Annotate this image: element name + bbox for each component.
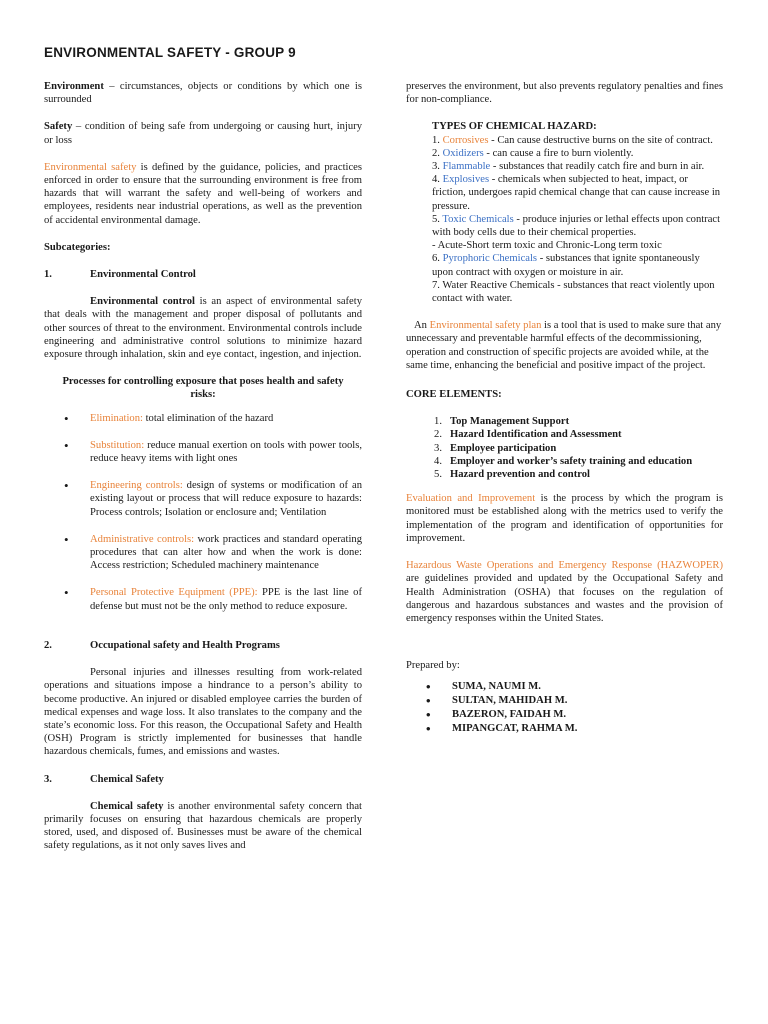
list-item — [432, 173, 723, 213]
definition-environment — [44, 80, 362, 106]
hazard-list — [432, 134, 723, 306]
item-text: - substances that ignite spontaneously upon contract with oxygen or moisture in air. — [432, 253, 700, 278]
controls-list — [44, 412, 362, 613]
core-elements-list — [406, 415, 723, 481]
item-text: - chemicals when subjected to heat, impact, or friction, undergoes rapid chemical change that can cause increase in pressure. — [432, 174, 721, 212]
term: Evaluation and Improvement — [406, 493, 536, 505]
section-title: Occupational safety and Health Programs — [90, 639, 280, 651]
prepared-by-label: Prepared by: — [406, 660, 460, 672]
item-term: Administrative controls: — [90, 533, 195, 545]
list-item: • SULTAN, MAHIDAH M. — [406, 694, 723, 708]
section-title: Chemical Safety — [90, 773, 164, 785]
item-term: Toxic Chemicals — [442, 213, 514, 225]
section-title: Environmental Control — [90, 269, 196, 281]
item-label: Hazard prevention and control — [450, 469, 590, 481]
item-text: design of systems or modification of an existing layout or process that will reduce exposure to hazards: Process controls; Isolation or enclosure and; Ventilation — [90, 480, 362, 518]
list-item — [44, 439, 362, 465]
item-number: 5. — [432, 213, 443, 225]
paragraph-text: are guidelines provided and updated by the Occupational Safety and Health Administration (OSHA) that focuses on the regulation of dangerous and hazardous substances and wastes and the provision of emergency responses within the United States. — [406, 573, 723, 624]
definition-text: is defined by the guidance, policies, and practices enforced in order to ensure that the surrounding environment is free from hazards that will warrant the safety and well-being of workers and employees, residents near industrial operations, as well as the prevention of accidental environmental damage. — [44, 161, 362, 226]
hazwoper-paragraph — [406, 559, 723, 625]
section-heading-environmental-control — [44, 268, 362, 281]
list-item — [432, 252, 723, 278]
list-item — [406, 428, 723, 441]
core-elements-heading: CORE ELEMENTS: — [406, 389, 502, 401]
list-item — [432, 147, 723, 160]
item-term: Corrosives — [442, 134, 489, 146]
item-term: Substitution: — [90, 439, 145, 451]
safety-plan-paragraph — [406, 319, 723, 372]
section-number: 1. — [44, 269, 52, 281]
paragraph-text: is another environmental safety concern that primarily focuses on ensuring that hazardous chemicals are properly stored, used, and disposed of. Businesses must be aware of the chemical safety regulations, as it not only saves lives and — [44, 800, 362, 852]
definition-environmental-safety — [44, 161, 362, 227]
item-text: total elimination of the hazard — [142, 412, 274, 424]
item-number: 4. — [434, 455, 442, 467]
item-term: Engineering controls: — [90, 480, 183, 492]
term: Environment — [44, 81, 104, 92]
item-term: Flammable — [442, 161, 491, 173]
left-column — [44, 80, 362, 853]
paragraph-prefix: An — [414, 320, 430, 332]
item-text: 7. Water Reactive Chemicals - substances that react violently upon contact with water. — [432, 279, 715, 305]
item-label: Employee participation — [450, 442, 557, 454]
item-number: 1. — [434, 416, 442, 428]
types-heading: TYPES OF CHEMICAL HAZARD: — [432, 121, 597, 133]
item-term: Oxidizers — [442, 147, 484, 159]
item-number: 5. — [434, 469, 442, 481]
definition-text: – condition of being safe from undergoing or causing hurt, injury or loss — [44, 121, 362, 146]
item-number: 6. — [432, 253, 443, 265]
list-item — [406, 455, 723, 468]
list-item — [406, 468, 723, 481]
definition-text: – circumstances, objects or conditions by which one is surrounded — [44, 81, 362, 106]
item-text: - can cause a fire to burn violently. — [483, 147, 634, 159]
item-term: Pyrophoric Chemicals — [442, 253, 538, 265]
item-term: Personal Protective Equipment (PPE): — [90, 587, 258, 599]
paragraph-text: is the process by which the program is monitored must be established along with the metrics used to verify the implementation of the program and identification of opportunities for improvement. — [406, 493, 723, 544]
chemical-hazard-section — [406, 120, 723, 305]
item-number: 4. — [432, 174, 443, 186]
list-item: • MIPANGCAT, RAHMA M. — [406, 722, 723, 736]
list-item — [432, 213, 723, 239]
list-item — [432, 239, 723, 252]
item-text: reduce manual exertion on tools with power tools, reduce heavy items with light ones — [90, 439, 362, 465]
list-item — [44, 533, 362, 573]
term: Environmental safety plan — [429, 320, 542, 332]
item-label: Hazard Identification and Assessment — [450, 429, 622, 441]
section-number: 2. — [44, 639, 52, 651]
item-number: 3. — [434, 442, 442, 454]
item-text: - Acute-Short term toxic and Chronic-Long term toxic — [432, 240, 662, 252]
environmental-control-paragraph — [44, 295, 362, 361]
item-term: Elimination: — [90, 412, 143, 424]
item-number: 3. — [432, 161, 443, 173]
list-item — [406, 415, 723, 428]
item-text: - Can cause destructive burns on the site of contract. — [488, 134, 713, 146]
list-item — [432, 160, 723, 173]
subcategories-heading: Subcategories: — [44, 241, 111, 253]
list-item — [432, 134, 723, 147]
item-label: Top Management Support — [450, 416, 570, 428]
item-number: 1. — [432, 134, 443, 146]
evaluation-paragraph — [406, 492, 723, 545]
list-item — [44, 479, 362, 519]
item-text: work practices and standard operating procedures that can alter how and when the work is done: Access restriction; Scheduled machinery maintenance — [90, 533, 362, 572]
term: Chemical safety — [90, 800, 164, 812]
list-item: • SUMA, NAUMI M. — [406, 680, 723, 694]
section-number: 3. — [44, 773, 52, 785]
list-item — [44, 412, 362, 425]
definition-safety — [44, 120, 362, 146]
chemical-safety-continuation: preserves the environment, but also prevents regulatory penalties and fines for non-compliance. — [406, 81, 723, 106]
item-term: Explosives — [442, 174, 490, 186]
osh-paragraph: Personal injuries and illnesses resulting from work-related operations and situations impose a hindrance to a person’s ability to become productive. An injured or disabled employee carries the burden of medical expenses and wage loss. It also translates to the company and the state’s economic loss. For this reason, the Occupational Safety and Health (OSH) Program is strictly implemented for businesses that handle hazardous chemicals, fumes, and emissions and wastes. — [44, 667, 362, 758]
term: Safety — [44, 121, 73, 133]
section-heading-osh-programs — [44, 639, 362, 652]
term: Environmental control — [90, 296, 195, 308]
item-text: - substances that readily catch fire and burn in air. — [490, 161, 705, 173]
section-heading-chemical-safety — [44, 773, 362, 786]
item-text: PPE is the last line of defense but must not be the only method to reduce exposure. — [90, 587, 363, 612]
preparers-list — [406, 680, 723, 736]
processes-heading: Processes for controlling exposure that poses health and safety risks: — [62, 376, 344, 401]
list-item — [432, 279, 723, 305]
paragraph-text: is an aspect of environmental safety that deals with the management and proper disposal of pollutants and other sources of threat to the environment. Environmental controls include engineering and administrative control solutions to minimize hazard exposure through inhalation, skin and eye contact, ingestion, and injection. — [44, 296, 362, 361]
item-number: 2. — [432, 147, 443, 159]
document-title: ENVIRONMENTAL SAFETY - GROUP 9 — [44, 45, 296, 60]
item-text: - produce injuries or lethal effects upon contract with body cells due to their chemical properties. — [432, 213, 721, 239]
chemical-safety-paragraph — [44, 800, 362, 853]
item-number: 2. — [434, 429, 442, 441]
term: Hazardous Waste Operations and Emergency Response (HAZWOPER) — [406, 560, 723, 572]
list-item — [406, 442, 723, 455]
item-label: Employer and worker’s safety training and education — [450, 455, 693, 467]
right-column — [406, 80, 723, 736]
term: Environmental safety — [44, 161, 137, 173]
paragraph-text: is a tool that is used to make sure that any unnecessary and preventable harmful effects of the decommissioning, operation and construction of specific projects are avoided while, at the same time, enhancing the beneficial and positive impact of the project. — [406, 320, 722, 371]
list-item — [44, 586, 362, 612]
list-item: • BAZERON, FAIDAH M. — [406, 708, 723, 722]
